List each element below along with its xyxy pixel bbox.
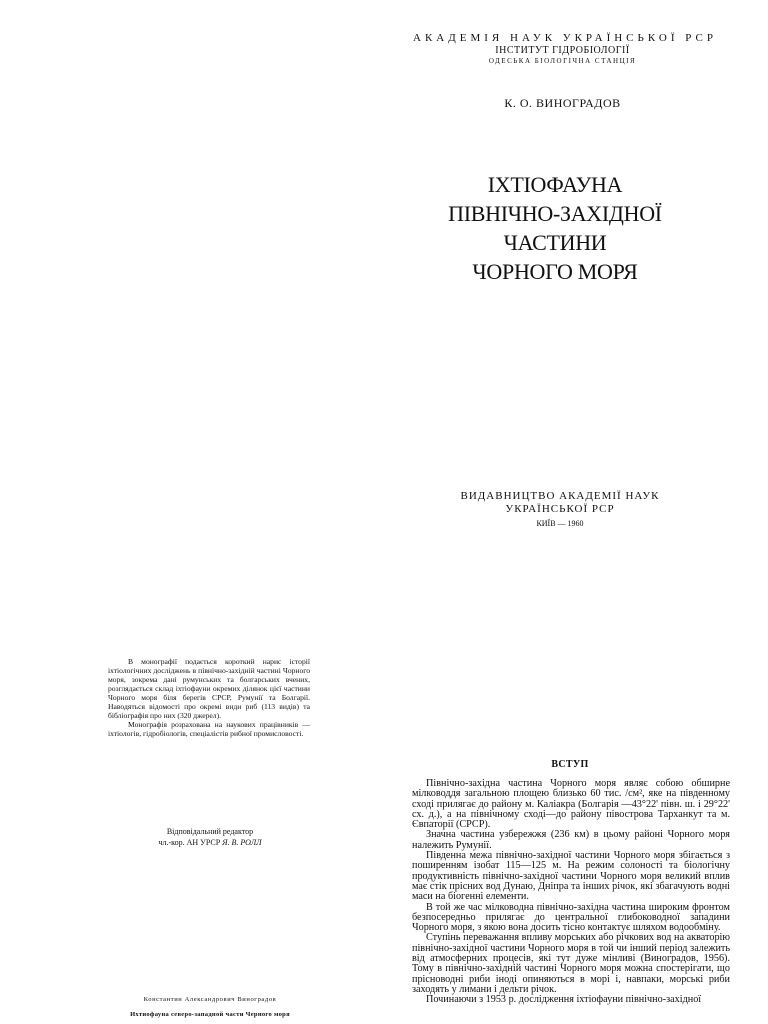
colophon-title: Ихтиофауна северо-западной части Черного моря: [130, 1011, 290, 1018]
title-line: ЧОРНОГО МОРЯ: [472, 259, 638, 284]
institute-name: ІНСТИТУТ ГІДРОБІОЛОГІЇ: [495, 45, 630, 56]
title-line: ІХТІОФАУНА: [487, 172, 623, 197]
intro-paragraph: Починаючи з 1953 р. дослідження іхтіофауни північно-західної: [426, 994, 702, 1006]
intro-paragraph: В той же час мілководна північно-західна частина широким фронтом безпосередньо прилягає до центральної глибоководної западини Чорного моря, з якою вона досить тісно контактує шляхом водообміну.: [412, 901, 730, 934]
editor-line: [130, 837, 290, 848]
colophon-author: Константин Александрович Виноградов: [143, 996, 277, 1003]
annotation-paragraph: В монографії подається короткий нарис історії іхтіологічних досліджень в північно-західній частині Чорного моря, зокрема дані румунських та болгарських вчених, розглядається склад іхтіофауни окремих ділянок цієї частини Чорного моря біля берегів СРСР, Румунії та Болгарії. Наводяться відомості про окремі види риб (113 видів) та бібліографія про них (320 джерел).: [108, 657, 310, 720]
intro-paragraph: Північно-західна частина Чорного моря являє собою обширне мілководдя загальною площею близько 60 тис. /см², яке на південному сході прилягає до району м. Каліакра (Болгарія —43°22' півн. ш. і 29°22' сх. д.), а на північному сході—до району півострова Тарханкут та м. Євпаторії (СРСР).: [412, 778, 730, 831]
title-line: ПІВНІЧНО-ЗАХІДНОЇ: [448, 201, 662, 226]
editor-position: чл.-кор. АН УРСР: [158, 838, 221, 847]
section-heading: ВСТУП: [551, 759, 589, 770]
editor-name: Я. В. РОЛЛ: [222, 838, 262, 847]
book-author: К. О. ВИНОГРАДОВ: [504, 96, 621, 110]
intro-paragraph: Південна межа північно-західної частини Чорного моря збігається з поширенням ізобат 115—125 м. На режим солоності та біологічну продуктивність північно-західної частини Чорного моря великий вплив має стік прісних вод Дунаю, Дніпра та інших річок, які збагачують водні маси на біогенні елементи.: [412, 850, 730, 903]
intro-paragraph: Значна частина узбережжя (236 км) в цьому районі Чорного моря належить Румунії.: [412, 829, 730, 851]
book-annotation: [108, 657, 310, 738]
title-line: ЧАСТИНИ: [503, 230, 607, 255]
academy-name: АКАДЕМІЯ НАУК УКРАЇНСЬКОЇ РСР: [413, 32, 717, 44]
publisher-line: УКРАЇНСЬКОЇ РСР: [505, 503, 615, 515]
editor-label: Відповідальний редактор: [166, 827, 254, 836]
publisher: [420, 490, 700, 516]
publisher-line: ВИДАВНИЦТВО АКАДЕМІЇ НАУК: [460, 490, 660, 502]
city-year: КИЇВ — 1960: [536, 519, 584, 528]
responsible-editor: [130, 826, 290, 848]
station-name: ОДЕСЬКА БІОЛОГІЧНА СТАНЦІЯ: [488, 57, 637, 65]
intro-text: [412, 779, 730, 1006]
annotation-paragraph: Монографія розрахована на наукових працівників — іхтіологів, гідробіологів, спеціалістів рибної промисловості.: [108, 720, 310, 738]
intro-paragraph: Ступінь переважання впливу морських або річкових вод на акваторію північно-західної частини Чорного моря в той чи інший період залежить від атмосферних процесів, які тут дуже мінливі (Виноградов, 1956). Тому в північно-західній частині Чорного моря можна спостерігати, що прісноводні риби іноді опиняються в морі і, навпаки, морські риби заходять у лимани і дельти річок.: [412, 932, 730, 995]
book-title: [380, 170, 730, 286]
